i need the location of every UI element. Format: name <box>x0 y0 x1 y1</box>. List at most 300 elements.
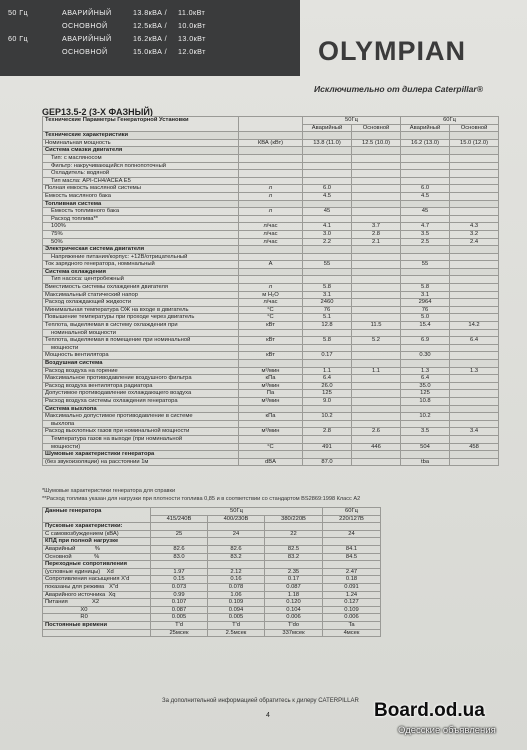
specs-unit-cell: м³/мин <box>239 428 303 436</box>
specs-unit-cell: л <box>239 208 303 216</box>
specs-param-cell <box>43 162 239 170</box>
specs-value-cell <box>450 132 499 140</box>
specs-unit-cell <box>239 360 303 368</box>
gen-param-cell: R0 <box>43 614 151 622</box>
gen-value-cell: 0.005 <box>208 614 265 622</box>
specs-unit-cell: м³/мин <box>239 397 303 405</box>
specs-param-label: 100% <box>51 223 66 230</box>
specs-value-cell: 45 <box>303 208 352 216</box>
specs-row <box>43 382 499 390</box>
specs-value-cell <box>303 132 352 140</box>
gen-param-cell: Питания X2 <box>43 599 151 607</box>
brand-logo-text: OLYMPIAN <box>318 36 467 66</box>
specs-section-row <box>43 132 499 140</box>
header-kw: 11.0кВт <box>178 8 206 17</box>
specs-param-label: Шумовые характеристики генератора <box>45 451 155 458</box>
specs-section-row <box>43 451 499 459</box>
gen-value-cell <box>265 538 323 546</box>
gen-param-cell: показаны для режима X"d <box>43 583 151 591</box>
specs-row <box>43 397 499 405</box>
gen-value-cell: 0.078 <box>208 583 265 591</box>
gen-value-cell: 24 <box>208 530 265 538</box>
specs-param-label: 50% <box>51 238 63 245</box>
specs-unit-cell: КВА (кВт) <box>239 139 303 147</box>
specs-value-cell: 16.2 (13.0) <box>401 139 450 147</box>
specs-param-cell <box>43 322 239 330</box>
specs-value-cell: 4.5 <box>401 192 450 200</box>
specs-unit-cell <box>239 170 303 178</box>
specs-param-label: выхлопа <box>51 420 75 427</box>
gen-value-cell: 0.094 <box>208 606 265 614</box>
gen-value-cell: 25 <box>151 530 208 538</box>
specs-param-cell <box>43 284 239 292</box>
specs-value-cell: 2.2 <box>303 238 352 246</box>
specs-value-cell <box>450 170 499 178</box>
specs-param-cell <box>43 261 239 269</box>
specs-unit-cell <box>239 435 303 443</box>
specs-value-cell <box>450 360 499 368</box>
specs-value-cell: 10.2 <box>401 413 450 421</box>
specs-value-cell <box>450 420 499 428</box>
specs-value-cell <box>352 451 401 459</box>
specs-value-cell: 2.6 <box>352 428 401 436</box>
specs-value-cell: 458 <box>450 443 499 451</box>
specs-param-label: Полная емкость масляной системы <box>45 185 141 192</box>
gen-param-cell: С самовозбуждением (кВА) <box>43 530 151 538</box>
specs-value-cell: 5.8 <box>303 284 352 292</box>
specs-value-cell <box>303 253 352 261</box>
specs-value-cell: 2.4 <box>450 238 499 246</box>
specs-param-cell <box>43 223 239 231</box>
specs-value-cell: 3.1 <box>303 291 352 299</box>
specs-unit-cell: кВт <box>239 352 303 360</box>
specs-param-label: номинальной мощности <box>51 329 116 336</box>
gen-param-cell: (условные единицы) Xd <box>43 568 151 576</box>
gen-header-cell: 50Гц <box>151 508 323 516</box>
gen-value-cell: 84.1 <box>323 545 381 553</box>
gen-value-cell: 25мсек <box>151 629 208 637</box>
specs-value-cell: 55 <box>303 261 352 269</box>
specs-row <box>43 192 499 200</box>
specs-value-cell: 2964 <box>401 299 450 307</box>
specs-unit-cell <box>239 344 303 352</box>
specs-value-cell <box>352 405 401 413</box>
specs-value-cell: 10.2 <box>303 413 352 421</box>
specs-row <box>43 185 499 193</box>
specs-value-cell <box>352 375 401 383</box>
specs-value-cell: 3.0 <box>303 230 352 238</box>
gen-value-cell: 83.2 <box>265 553 323 561</box>
specs-param-label: Тип: с масляносом <box>51 154 102 161</box>
specs-value-cell <box>450 246 499 254</box>
specs-value-cell <box>401 268 450 276</box>
specs-unit-cell: л/час <box>239 238 303 246</box>
specs-value-cell <box>352 458 401 466</box>
specs-value-cell <box>352 253 401 261</box>
specs-unit-cell: м H₂O <box>239 291 303 299</box>
specs-param-label: 75% <box>51 230 63 237</box>
specs-value-cell: 3.5 <box>401 428 450 436</box>
specs-value-cell <box>450 306 499 314</box>
specs-unit-cell: dBA <box>239 458 303 466</box>
specs-value-cell <box>450 413 499 421</box>
specs-value-cell <box>352 344 401 352</box>
gen-value-cell: Ta <box>323 621 381 629</box>
specs-value-cell <box>450 344 499 352</box>
specs-value-cell <box>303 329 352 337</box>
specs-row <box>43 428 499 436</box>
specs-value-cell <box>352 177 401 185</box>
specs-value-cell: 1.3 <box>450 367 499 375</box>
specs-section-row <box>43 360 499 368</box>
specs-value-cell <box>450 200 499 208</box>
specs-param-label: Топливная система <box>45 200 102 207</box>
specs-param-label: Вместимость системы охлаждения двигателя <box>45 284 169 291</box>
header-hz: 60 Гц <box>8 34 29 43</box>
specs-value-cell <box>352 215 401 223</box>
gen-value-cell <box>323 538 381 546</box>
specs-unit-cell <box>239 154 303 162</box>
specs-value-cell <box>352 420 401 428</box>
specs-value-cell: 15.4 <box>401 322 450 330</box>
specs-row <box>43 170 499 178</box>
specs-header-cell: Основной <box>352 124 401 132</box>
gen-section-row <box>43 621 381 629</box>
specs-param-cell <box>43 458 239 466</box>
specs-unit-cell <box>239 420 303 428</box>
specs-value-cell: 13.8 (11.0) <box>303 139 352 147</box>
specs-header-cell: Технические Параметры Генераторной Установки <box>43 117 239 132</box>
specs-value-cell <box>352 246 401 254</box>
specs-param-cell <box>43 337 239 345</box>
specs-value-cell <box>401 200 450 208</box>
gen-row <box>43 553 381 561</box>
specs-value-cell <box>401 162 450 170</box>
specs-value-cell <box>303 344 352 352</box>
gen-param-cell: Пусковые характеристики: <box>43 523 151 531</box>
specs-value-cell <box>352 390 401 398</box>
specs-param-cell <box>43 413 239 421</box>
gen-row <box>43 591 381 599</box>
watermark-site: Board.od.ua <box>374 700 485 721</box>
specs-row <box>43 139 499 147</box>
gen-section-row <box>43 561 381 569</box>
specs-value-cell <box>303 147 352 155</box>
specs-param-label: Технические характеристики <box>45 132 129 139</box>
specs-row <box>43 390 499 398</box>
gen-value-cell: 84.5 <box>323 553 381 561</box>
specs-value-cell <box>303 162 352 170</box>
gen-voltage-cell: 220/127В <box>323 515 381 523</box>
specs-value-cell <box>450 253 499 261</box>
specs-value-cell <box>352 200 401 208</box>
specs-value-cell: 76 <box>303 306 352 314</box>
specs-row <box>43 443 499 451</box>
specs-header-cell: 50Гц <box>303 117 401 125</box>
specs-value-cell <box>450 215 499 223</box>
specs-value-cell <box>352 360 401 368</box>
gen-value-cell: 337мсек <box>265 629 323 637</box>
specs-row <box>43 238 499 246</box>
specs-value-cell: 5.0 <box>401 314 450 322</box>
specs-header-cell: Аварийный <box>303 124 352 132</box>
specs-value-cell <box>401 451 450 459</box>
specs-row <box>43 162 499 170</box>
specs-value-cell <box>450 284 499 292</box>
gen-value-cell <box>208 538 265 546</box>
gen-section-row <box>43 523 381 531</box>
specs-value-cell: 14.2 <box>450 322 499 330</box>
specs-unit-cell: °C <box>239 306 303 314</box>
gen-value-cell: 0.16 <box>208 576 265 584</box>
gen-param-cell: Аварийного источника Xq <box>43 591 151 599</box>
specs-section-row <box>43 147 499 155</box>
specs-value-cell <box>352 299 401 307</box>
specs-unit-cell: A <box>239 261 303 269</box>
specs-param-label: (без звукоизоляции) на расстоянии 1м <box>45 458 149 465</box>
specs-row <box>43 435 499 443</box>
specs-param-cell <box>43 367 239 375</box>
gen-value-cell: T'do <box>265 621 323 629</box>
specs-param-label: Повышение температуры при проходе через двигатель <box>45 314 195 321</box>
specs-row <box>43 413 499 421</box>
gen-value-cell: 2.47 <box>323 568 381 576</box>
specs-param-label: Воздушная система <box>45 360 103 366</box>
specs-value-cell: tba <box>401 458 450 466</box>
gen-value-cell: 0.109 <box>323 606 381 614</box>
specs-value-cell: 2.5 <box>401 238 450 246</box>
specs-param-cell <box>43 268 239 276</box>
specs-param-cell <box>43 192 239 200</box>
specs-value-cell: 11.5 <box>352 322 401 330</box>
specs-param-cell <box>43 435 239 443</box>
specs-value-cell <box>352 276 401 284</box>
specs-param-cell <box>43 170 239 178</box>
header-hz: 50 Гц <box>8 8 29 17</box>
specs-section-row <box>43 405 499 413</box>
specs-param-label: Емкость топливного бака <box>51 208 120 215</box>
specs-value-cell: 4.1 <box>303 223 352 231</box>
gen-value-cell: 1.24 <box>323 591 381 599</box>
gen-param-cell: КПД при полной нагрузке <box>43 538 151 546</box>
specs-param-cell <box>43 329 239 337</box>
gen-value-cell <box>208 523 265 531</box>
specs-row <box>43 420 499 428</box>
gen-value-cell: 1.18 <box>265 591 323 599</box>
specs-value-cell <box>450 382 499 390</box>
specs-row <box>43 458 499 466</box>
specs-param-cell <box>43 382 239 390</box>
specs-value-cell <box>303 215 352 223</box>
specs-value-cell <box>450 154 499 162</box>
specs-row <box>43 284 499 292</box>
specs-value-cell: 45 <box>401 208 450 216</box>
gen-value-cell: 0.005 <box>151 614 208 622</box>
specs-param-cell <box>43 291 239 299</box>
specs-unit-cell <box>239 329 303 337</box>
specs-value-cell: 12.5 (10.0) <box>352 139 401 147</box>
watermark-tagline: Одесские объявления <box>398 725 496 736</box>
specs-value-cell <box>450 329 499 337</box>
specs-value-cell <box>401 329 450 337</box>
specs-value-cell <box>450 162 499 170</box>
gen-voltage-cell: 415/240В <box>151 515 208 523</box>
gen-param-cell: Основной % <box>43 553 151 561</box>
specs-param-label: мощности) <box>51 443 81 450</box>
specs-param-label: Максимально допустимое противодавление в системе <box>45 413 193 420</box>
specs-param-cell <box>43 306 239 314</box>
specs-value-cell: 4.3 <box>450 223 499 231</box>
specs-param-cell <box>43 299 239 307</box>
specs-value-cell: 3.1 <box>401 291 450 299</box>
specs-value-cell <box>352 132 401 140</box>
specs-value-cell <box>450 435 499 443</box>
gen-header-cell: 60Гц <box>323 508 381 516</box>
gen-value-cell: 82.6 <box>151 545 208 553</box>
specs-value-cell <box>401 276 450 284</box>
specs-value-cell: 4.5 <box>303 192 352 200</box>
footer-note: За дополнительной информацией обратитесь к дилеру CATERPILLAR <box>162 698 359 704</box>
specs-value-cell <box>450 375 499 383</box>
specs-unit-cell: кВт <box>239 322 303 330</box>
specs-param-label: Расход воздуха системы охлаждения генератора <box>45 397 178 404</box>
specs-unit-cell: л <box>239 185 303 193</box>
specs-param-cell <box>43 132 239 140</box>
specs-row <box>43 276 499 284</box>
specs-value-cell <box>401 147 450 155</box>
model-title: GEP13.5-2 (3-Х ФАЗНЫЙ) <box>42 107 153 117</box>
specs-value-cell <box>352 268 401 276</box>
specs-unit-cell <box>239 276 303 284</box>
gen-value-cell: 0.15 <box>151 576 208 584</box>
specs-value-cell: 6.4 <box>450 337 499 345</box>
specs-value-cell: 5.8 <box>303 337 352 345</box>
specs-value-cell: 55 <box>401 261 450 269</box>
specs-param-label: Ток зарядного генератора, номинальный <box>45 261 155 268</box>
gen-param-cell: X0 <box>43 606 151 614</box>
specs-row <box>43 177 499 185</box>
specs-value-cell <box>352 261 401 269</box>
specs-value-cell: 491 <box>303 443 352 451</box>
gen-param-cell <box>43 629 151 637</box>
specs-value-cell: 4.7 <box>401 223 450 231</box>
gen-value-cell: 2.35 <box>265 568 323 576</box>
specs-unit-cell: кПа <box>239 375 303 383</box>
gen-value-cell: 1.06 <box>208 591 265 599</box>
specs-param-label: Максимальный статический напор <box>45 291 138 298</box>
specs-value-cell: 9.0 <box>303 397 352 405</box>
specs-value-cell <box>450 261 499 269</box>
specs-param-cell <box>43 344 239 352</box>
specs-row <box>43 314 499 322</box>
specs-value-cell: 5.8 <box>401 284 450 292</box>
specs-value-cell <box>401 405 450 413</box>
gen-header-cell: Данные генератора <box>43 508 151 523</box>
specs-param-label: Расход выхлопных газов при номинальной мощности <box>45 428 190 435</box>
specs-row <box>43 253 499 261</box>
specs-param-label: Система смазки двигателя <box>45 147 123 154</box>
specs-param-cell <box>43 314 239 322</box>
specs-row <box>43 291 499 299</box>
specs-value-cell <box>303 435 352 443</box>
specs-value-cell <box>450 314 499 322</box>
specs-header-cell: Аварийный <box>401 124 450 132</box>
specs-value-cell <box>303 246 352 254</box>
specs-value-cell <box>352 185 401 193</box>
gen-value-cell: 0.073 <box>151 583 208 591</box>
specs-value-cell <box>450 185 499 193</box>
specs-value-cell <box>352 284 401 292</box>
header-kw: 10.0кВт <box>178 21 206 30</box>
specs-value-cell <box>401 132 450 140</box>
specs-value-cell <box>450 147 499 155</box>
specs-value-cell <box>352 382 401 390</box>
gen-value-cell: T'd <box>208 621 265 629</box>
gen-value-cell: 0.104 <box>265 606 323 614</box>
specs-value-cell <box>450 405 499 413</box>
specs-unit-cell <box>239 200 303 208</box>
specs-value-cell <box>450 177 499 185</box>
gen-voltage-cell: 380/220В <box>265 515 323 523</box>
specs-row <box>43 223 499 231</box>
specs-value-cell <box>401 420 450 428</box>
specs-value-cell <box>352 397 401 405</box>
specs-value-cell <box>352 413 401 421</box>
gen-value-cell: 22 <box>265 530 323 538</box>
specs-unit-cell: кПа <box>239 413 303 421</box>
specs-value-cell <box>352 192 401 200</box>
specs-value-cell <box>450 299 499 307</box>
specs-param-cell <box>43 177 239 185</box>
specs-value-cell <box>352 147 401 155</box>
specs-param-cell <box>43 246 239 254</box>
specs-value-cell <box>303 276 352 284</box>
specs-row <box>43 215 499 223</box>
specs-unit-cell <box>239 215 303 223</box>
gen-row <box>43 568 381 576</box>
gen-value-cell: 4мсек <box>323 629 381 637</box>
specs-row <box>43 329 499 337</box>
specs-value-cell: 6.4 <box>303 375 352 383</box>
specs-param-cell <box>43 428 239 436</box>
gen-header-row <box>43 508 381 516</box>
specs-value-cell: 5.2 <box>352 337 401 345</box>
specs-value-cell <box>352 154 401 162</box>
specs-value-cell: 2.8 <box>352 230 401 238</box>
specs-row <box>43 261 499 269</box>
gen-value-cell <box>151 523 208 531</box>
specs-param-cell <box>43 147 239 155</box>
specs-row <box>43 230 499 238</box>
specs-section-row <box>43 200 499 208</box>
gen-value-cell: 1.97 <box>151 568 208 576</box>
specs-value-cell <box>450 208 499 216</box>
specs-value-cell <box>303 360 352 368</box>
gen-row <box>43 614 381 622</box>
specs-value-cell: 15.0 (12.0) <box>450 139 499 147</box>
specs-param-label: Минимальная температура ОЖ на входе в двигатель <box>45 306 189 313</box>
specs-param-label: Электрическая система двигателя <box>45 246 145 253</box>
specs-unit-cell: °C <box>239 443 303 451</box>
specs-value-cell: 6.0 <box>303 185 352 193</box>
specs-value-cell <box>450 268 499 276</box>
specs-unit-cell: л <box>239 284 303 292</box>
specs-value-cell: 76 <box>401 306 450 314</box>
specs-value-cell: 2.8 <box>303 428 352 436</box>
gen-section-row <box>43 538 381 546</box>
specs-value-cell: 125 <box>401 390 450 398</box>
specs-unit-cell <box>239 177 303 185</box>
